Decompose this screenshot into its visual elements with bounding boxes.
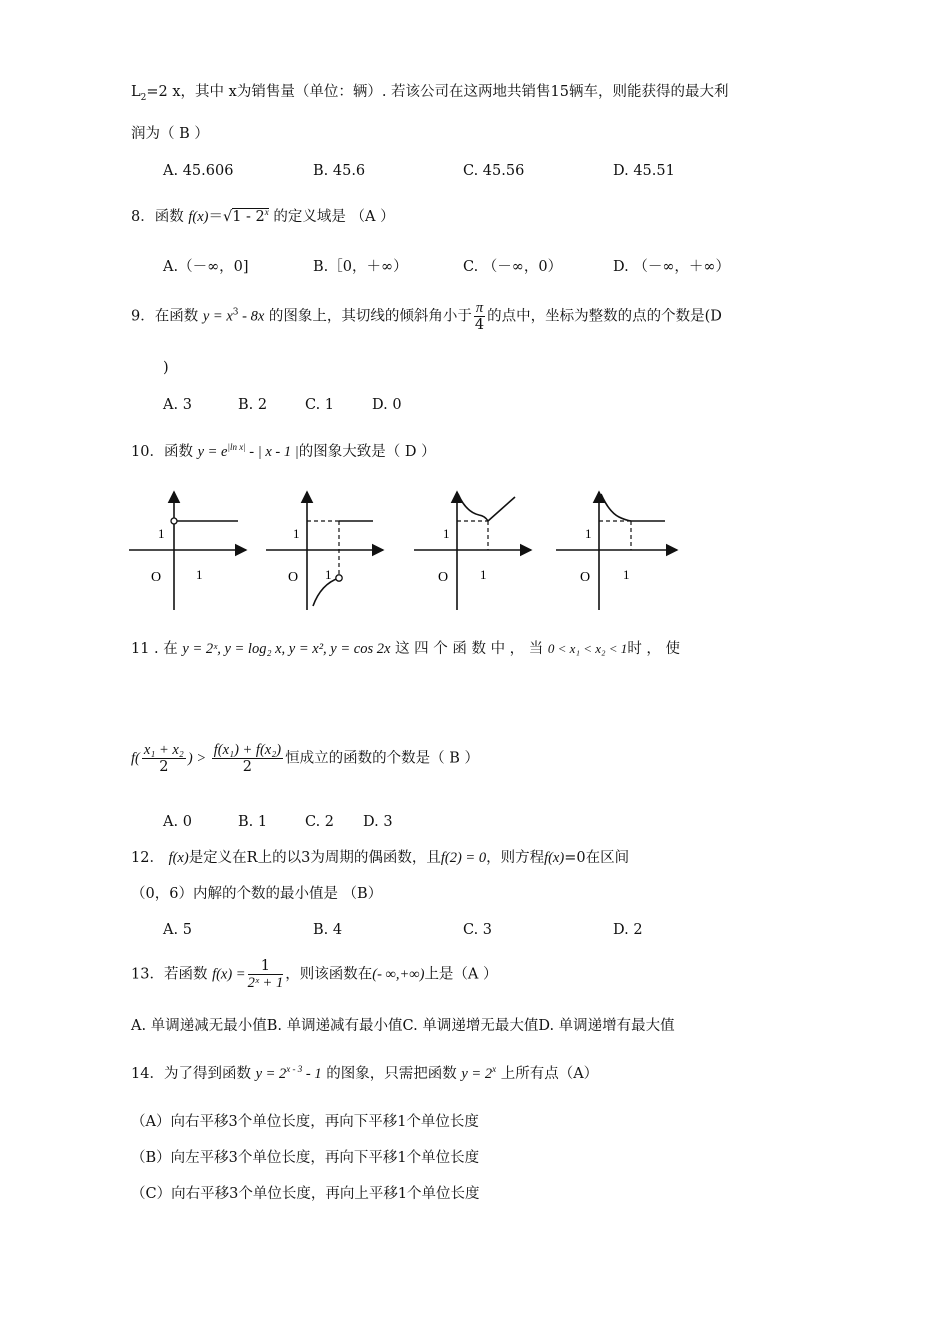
q11-options <box>163 812 393 832</box>
graph-a <box>126 486 256 612</box>
q11-stem: 11 . 在 y = 2ˣ, y = log₂ x, y = x², y = cos 2x 这 四 个 函 数 中 ， 当 0 < x₁ < x₂ < 1时 ， 使 <box>131 641 681 657</box>
option-d: D. 2 <box>613 922 643 938</box>
option-a: A. 0 <box>163 814 192 830</box>
q9-options <box>163 395 402 415</box>
svg-text:1: 1 <box>480 567 487 582</box>
svg-text:O: O <box>288 570 299 585</box>
sqrt-symbol: √ <box>222 209 233 225</box>
option-b: B.［0，＋∞） <box>313 259 408 275</box>
svg-text:O: O <box>580 570 591 585</box>
option-c: C. 3 <box>463 922 493 938</box>
svg-text:O: O <box>438 570 449 585</box>
q12-options <box>163 920 643 940</box>
option-c: C. 2 <box>305 814 335 830</box>
svg-text:1: 1 <box>585 526 592 541</box>
svg-text:1: 1 <box>158 526 165 541</box>
q8-options <box>163 257 730 277</box>
q10-stem: 10．函数 $y = e^{|ln x|}$ - | x - 1 |的图象大致是（ D ） <box>131 442 436 460</box>
svg-text:1: 1 <box>196 567 203 582</box>
option-b: B. 2 <box>238 397 268 413</box>
q9-stem: 9．在函数 $y = x^3 - 8x$ 的图象上，其切线的倾斜角小于 $\frac{\pi}{4}$ 的点中，坐标为整数的点的个数是(D <box>131 300 722 333</box>
svg-text:1: 1 <box>293 526 300 541</box>
option-a: A. 5 <box>163 922 192 938</box>
option-d: D. 3 <box>363 814 393 830</box>
q12-stem-line2: （0，6）内解的个数的最小值是 （B） <box>131 886 383 902</box>
option-c: C. 1 <box>305 397 335 413</box>
option-b: B. 45.6 <box>313 163 366 179</box>
q13-stem: 13．若函数 f(x) = $\frac{1}{\text{2ˣ + 1}}$ ，则该函数在(- ∞,+∞)上是（A ） <box>131 958 498 991</box>
q14-option-b: （B）向左平移3个单位长度，再向下平移1个单位长度 <box>131 1150 480 1166</box>
q7-text-line1: $L_2=2$ x，其中 x为销售量（单位：辆）. 若该公司在这两地共销售15辆车，则能获得的最大利 <box>131 84 729 103</box>
option-a: A. 45.606 <box>163 163 234 179</box>
graph-b <box>263 486 393 612</box>
q8-stem: 8．函数 f(x)＝√1 - 2$^x$ 的定义域是 （A ） <box>131 207 395 225</box>
q12-stem-line1: 12． f(x)是定义在R上的以3为周期的偶函数，且f(2) = 0，则方程f(x)=0在区间 <box>131 850 630 866</box>
q9-close: ) <box>163 360 169 376</box>
q11-inequality: f( $\frac{\text{x₁ + x₂}}{2}$ ) > $\frac{\text{f(x₁) + f(x₂)}}{2}$ 恒成立的函数的个数是（ B ） <box>131 742 479 775</box>
option-a: A. 3 <box>163 397 192 413</box>
option-d: D. 0 <box>372 397 402 413</box>
q14-option-c: （C）向右平移3个单位长度，再向上平移1个单位长度 <box>131 1186 480 1202</box>
svg-text:1: 1 <box>623 567 630 582</box>
svg-text:O: O <box>151 570 162 585</box>
q14-option-a: （A）向右平移3个单位长度，再向下平移1个单位长度 <box>131 1114 479 1130</box>
option-d: D. （－∞，＋∞） <box>613 259 730 275</box>
graph-d <box>553 486 683 612</box>
q7-options <box>163 161 675 181</box>
svg-text:1: 1 <box>325 567 332 582</box>
option-b: B. 1 <box>238 814 268 830</box>
option-c: C. （－∞，0） <box>463 259 563 275</box>
option-c: C. 45.56 <box>463 163 525 179</box>
svg-text:1: 1 <box>443 526 450 541</box>
option-b: B. 4 <box>313 922 343 938</box>
q7-text-line2: 润为（ B ） <box>131 126 209 142</box>
pi-over-4: $\frac{\pi}{4}$ <box>474 300 485 333</box>
graph-c <box>411 486 541 612</box>
option-d: D. 45.51 <box>613 163 675 179</box>
q13-options: A. 单调递减无最小值B. 单调递减有最小值C. 单调递增无最大值D. 单调递增有最大值 <box>131 1018 675 1034</box>
option-a: A.（－∞，0] <box>163 259 249 275</box>
q14-stem: 14．为了得到函数 $y = 2^{x - 3} - 1$ 的图象，只需把函数 $y = 2^x$ 上所有点（A） <box>131 1064 599 1082</box>
